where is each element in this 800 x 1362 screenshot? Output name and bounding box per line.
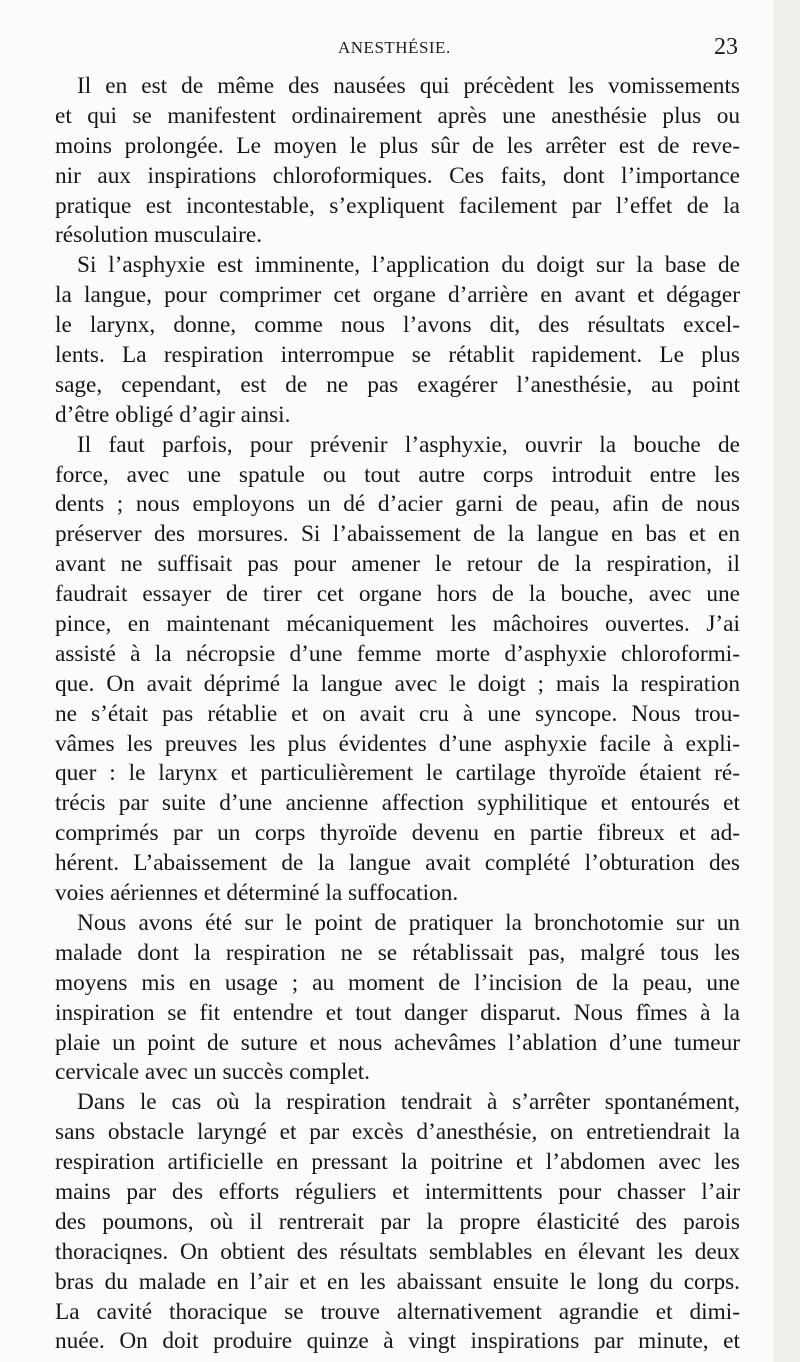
paragraph — [55, 251, 740, 430]
text-line: La cavité thoracique se trouve alternativement agrandie et dimi- — [55, 1298, 740, 1325]
text-line: sans obstacle laryngé et par excès d’anesthésie, on entretiendrait la — [55, 1119, 740, 1146]
text-line: préserver des morsures. Si l’abaissement de la langue en bas et en — [55, 521, 740, 548]
text-line: voies aériennes et déterminé la suffocation. — [55, 880, 459, 907]
text-line: Il en est de même des nausées qui précèdent les vomissements — [77, 73, 740, 99]
text-line: comprimés par un corps thyroïde devenu en partie fibreux et ad- — [55, 820, 740, 847]
paragraph — [55, 72, 740, 251]
paragraph — [55, 909, 740, 1088]
text-line: quer : le larynx et particulièrement le cartilage thyroïde étaient ré- — [55, 760, 740, 787]
text-line: bras du malade en l’air et en les abaissant ensuite le long du corps. — [55, 1268, 740, 1295]
text-line: moins prolongée. Le moyen le plus sûr de les arrêter est de reve- — [55, 132, 740, 159]
running-header — [0, 34, 774, 68]
text-line: nuée. On doit produire quinze à vingt inspirations par minute, et — [55, 1328, 740, 1355]
text-line: Nous avons été sur le point de pratiquer la bronchotomie sur un — [77, 909, 740, 936]
text-line: respiration artificielle en pressant la poitrine et l’abdomen avec les — [55, 1149, 740, 1176]
body-text — [55, 72, 740, 1357]
text-line: Si l’asphyxie est imminente, l’application du doigt sur la base de — [77, 252, 740, 279]
text-line: faudrait essayer de tirer cet organe hors de la bouche, avec une — [55, 581, 740, 608]
text-line: ne s’était pas rétablie et on avait cru à une syncope. Nous trou- — [55, 700, 740, 727]
text-line: Dans le cas où la respiration tendrait à s’arrêter spontanément, — [77, 1089, 740, 1116]
page-edge — [774, 0, 800, 1362]
text-line: inspiration se fit entendre et tout danger disparut. Nous fîmes à la — [55, 999, 740, 1026]
text-line: assisté à la nécropsie d’une femme morte d’asphyxie chloroformi- — [55, 640, 740, 667]
text-line: des poumons, où il rentrerait par la propre élasticité des parois — [55, 1208, 740, 1235]
text-line: pratique est incontestable, s’expliquent facilement par l’effet de la — [55, 192, 740, 219]
text-line: que. On avait déprimé la langue avec le doigt ; mais la respiration — [55, 670, 740, 697]
text-line: Il faut parfois, pour prévenir l’asphyxie, ouvrir la bouche de — [77, 431, 740, 458]
paragraph — [55, 431, 740, 909]
text-line: trécis par suite d’une ancienne affection syphilitique et entourés et — [55, 790, 740, 817]
text-line: force, avec une spatule ou tout autre corps introduit entre les — [55, 461, 740, 488]
page-number: 23 — [714, 34, 738, 60]
text-line: résolution musculaire. — [55, 222, 263, 249]
text-line: dents ; nous employons un dé d’acier garni de peau, afin de nous — [55, 491, 740, 518]
text-line: la langue, pour comprimer cet organe d’arrière en avant et dégager — [55, 282, 740, 309]
text-line: vâmes les preuves les plus évidentes d’une asphyxie facile à expli- — [55, 730, 740, 757]
text-line: le larynx, donne, comme nous l’avons dit, des résultats excel- — [55, 312, 740, 339]
text-line: et qui se manifestent ordinairement après une anesthésie plus ou — [55, 102, 740, 129]
text-line: avant ne suffisait pas pour amener le retour de la respiration, il — [55, 551, 740, 578]
text-line: hérent. L’abaissement de la langue avait complété l’obturation des — [55, 850, 740, 877]
text-line: malade dont la respiration ne se rétablissait pas, malgré tous les — [55, 939, 740, 966]
text-line: sage, cependant, est de ne pas exagérer l’anesthésie, au point — [55, 371, 740, 398]
text-line: lents. La respiration interrompue se rétablit rapidement. Le plus — [55, 342, 740, 369]
text-line: cervicale avec un succès complet. — [55, 1059, 370, 1086]
running-title: ANESTHÉSIE. — [338, 38, 451, 57]
paragraph — [55, 1088, 740, 1357]
text-line: moyens mis en usage ; au moment de l’incision de la peau, une — [55, 969, 740, 996]
text-line: mains par des efforts réguliers et intermittents pour chasser l’air — [55, 1178, 740, 1205]
text-line: nir aux inspirations chloroformiques. Ces faits, dont l’importance — [55, 162, 740, 189]
text-line: thoraciqnes. On obtient des résultats semblables en élevant les deux — [55, 1238, 740, 1265]
text-line: plaie un point de suture et nous achevâmes l’ablation d’une tumeur — [55, 1029, 740, 1056]
text-line: pince, en maintenant mécaniquement les mâchoires ouvertes. J’ai — [55, 611, 740, 638]
text-line: d’être obligé d’agir ainsi. — [55, 401, 291, 428]
